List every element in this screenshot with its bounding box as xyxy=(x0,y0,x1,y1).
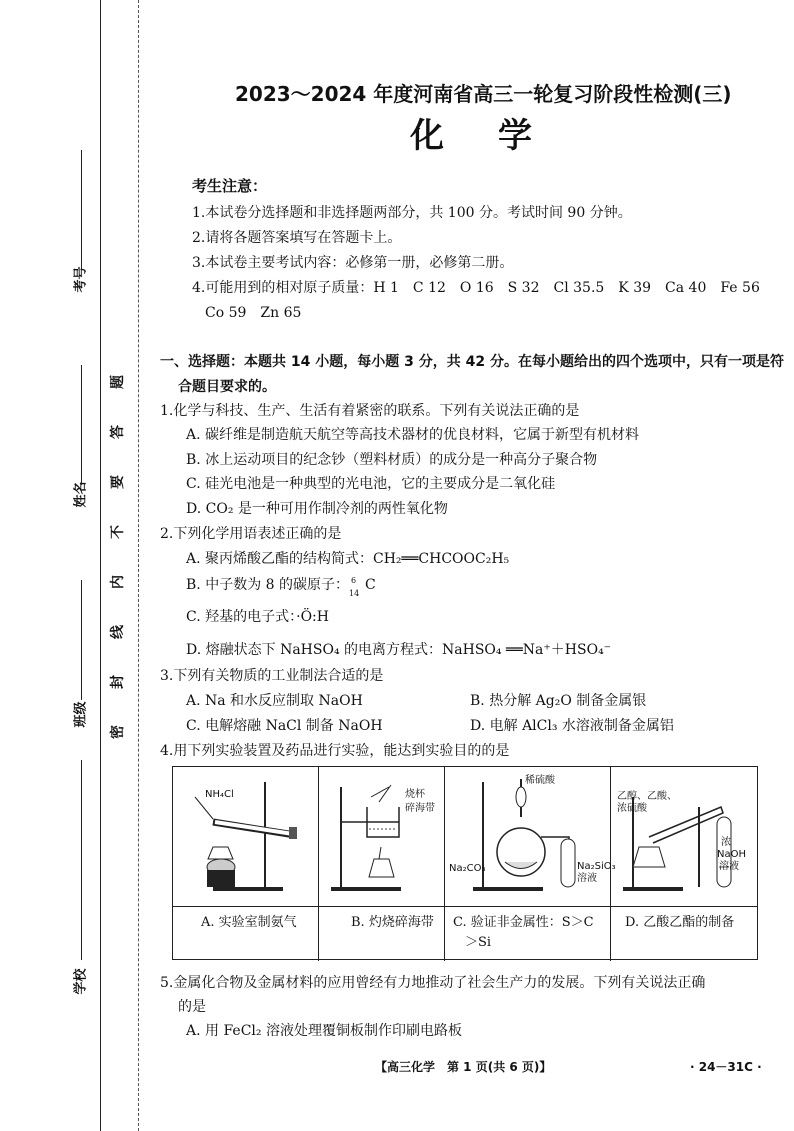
q2-option-c xyxy=(186,607,329,627)
label-na2co3: Na₂CO₃ xyxy=(449,863,486,874)
table-row-divider xyxy=(173,906,757,907)
paper-code: · 24－31C · xyxy=(690,1060,762,1074)
q2-option-d: D. 熔融状态下 NaHSO₄ 的电离方程式：NaHSO₄ ══Na⁺＋HSO₄⁻ xyxy=(186,642,612,658)
q2-option-b xyxy=(186,575,376,598)
caption-a: A. 实验室制氨气 xyxy=(201,915,297,930)
label-reagents: 乙醇、乙酸、 xyxy=(617,791,677,802)
q1-option-b: B. 冰上运动项目的纪念钞（塑料材质）的成分是一种高分子聚合物 xyxy=(186,452,598,468)
seal-char: 要 xyxy=(110,475,126,489)
seal-char: 题 xyxy=(110,375,126,389)
electron-formula: ·Ö:H xyxy=(296,609,329,625)
nonmetal-apparatus-diagram xyxy=(445,767,611,906)
notice-item: 2.请将各题答案填写在答题卡上。 xyxy=(192,230,402,246)
q5-option-a: A. 用 FeCl₂ 溶液处理覆铜板制作印刷电路板 xyxy=(186,1023,462,1039)
exam-title: 2023～2024 年度河南省高三一轮复习阶段性检测(三) xyxy=(235,82,732,106)
q4-stem: 4.用下列实验装置及药品进行实验，能达到实验目的的是 xyxy=(160,743,510,759)
field-class: 班级 xyxy=(73,701,89,728)
caption-c: C. 验证非金属性：S＞C xyxy=(453,915,594,930)
margin-line xyxy=(100,0,101,1131)
notice-item: 3.本试卷主要考试内容：必修第一册，必修第二册。 xyxy=(192,255,514,271)
label-h2so4: 稀硫酸 xyxy=(525,775,555,786)
mass-number: 6 xyxy=(351,576,357,585)
q3-option-a: A. Na 和水反应制取 NaOH xyxy=(186,693,363,709)
ammonia-apparatus-diagram xyxy=(173,767,319,906)
notice-item: 4.可能用到的相对原子质量：H 1 C 12 O 16 S 32 Cl 35.5 K 39 Ca 40 Fe 56 xyxy=(192,280,760,296)
experiment-cell-a xyxy=(173,767,319,961)
q1-option-d: D. CO₂ 是一种可用作制冷剂的两性氧化物 xyxy=(186,501,448,517)
school-underline xyxy=(81,760,82,960)
label-conc-h2so4: 浓硫酸 xyxy=(617,803,647,814)
q3-option-b: B. 热分解 Ag₂O 制备金属银 xyxy=(470,693,647,709)
notice-item: Co 59 Zn 65 xyxy=(205,305,302,321)
section-heading-cont: 合题目要求的。 xyxy=(178,379,276,395)
seal-char: 答 xyxy=(110,425,126,439)
q3-option-c: C. 电解熔融 NaCl 制备 NaOH xyxy=(186,718,383,734)
label-conc: 浓 xyxy=(721,837,731,848)
label-solution: 溶液 xyxy=(577,873,597,884)
margin-dashed-line xyxy=(138,0,139,1131)
exam-number-underline xyxy=(81,150,82,270)
seal-char: 密 xyxy=(110,725,126,739)
q3-stem: 3.下列有关物质的工业制法合适的是 xyxy=(160,668,384,684)
field-name: 姓名 xyxy=(73,481,89,508)
q1-option-c: C. 硅光电池是一种典型的光电池，它的主要成分是二氧化硅 xyxy=(186,476,556,492)
label-seaweed: 碎海带 xyxy=(405,803,435,814)
q2-option-b-text: B. 中子数为 8 的碳原子： xyxy=(186,577,349,593)
field-exam-number: 考号 xyxy=(73,266,89,293)
experiment-cell-c xyxy=(445,767,616,961)
class-underline xyxy=(81,580,82,700)
section-heading: 一、选择题：本题共 14 小题，每小题 3 分，共 42 分。在每小题给出的四个选项中，只有一项是符 xyxy=(160,354,784,370)
element-symbol: C xyxy=(365,577,376,593)
field-school: 学校 xyxy=(73,968,89,995)
q5-stem: 5.金属化合物及金属材料的应用曾经有力地推动了社会生产力的发展。下列有关说法正确 xyxy=(160,975,706,991)
page-footer: 【高三化学 第 1 页(共 6 页)】 xyxy=(375,1060,552,1074)
caption-d: D. 乙酸乙酯的制备 xyxy=(625,915,735,930)
notice-item: 1.本试卷分选择题和非选择题两部分，共 100 分。考试时间 90 分钟。 xyxy=(192,205,632,221)
ester-apparatus-diagram xyxy=(611,767,759,906)
q5-stem-cont: 的是 xyxy=(178,999,206,1015)
name-underline xyxy=(81,365,82,485)
seal-char: 内 xyxy=(110,575,126,589)
seal-char: 线 xyxy=(110,625,126,639)
notice-heading: 考生注意： xyxy=(192,177,268,195)
caption-b: B. 灼烧碎海带 xyxy=(351,915,434,930)
nuclide-notation xyxy=(349,575,365,598)
seal-char: 封 xyxy=(110,675,126,689)
q1-stem: 1.化学与科技、生产、生活有着紧密的联系。下列有关说法正确的是 xyxy=(160,403,580,419)
experiment-cell-d xyxy=(611,767,759,961)
label-nh4cl: NH₄Cl xyxy=(205,789,234,800)
q3-option-d: D. 电解 AlCl₃ 水溶液制备金属铝 xyxy=(470,718,674,734)
q2-stem: 2.下列化学用语表述正确的是 xyxy=(160,526,342,542)
subject-title: 化学 xyxy=(410,116,586,156)
experiment-table xyxy=(172,766,758,960)
burning-seaweed-diagram xyxy=(319,767,445,906)
q2-option-c-text: C. 羟基的电子式： xyxy=(186,609,297,625)
atomic-number: 14 xyxy=(349,589,360,598)
label-naoh: NaOH xyxy=(717,849,746,860)
label-solution-2: 溶液 xyxy=(719,861,739,872)
label-beaker: 烧杯 xyxy=(405,789,425,800)
caption-c-cont: ＞Si xyxy=(465,935,492,950)
q1-option-a: A. 碳纤维是制造航天航空等高技术器材的优良材料，它属于新型有机材料 xyxy=(186,427,640,443)
label-na2sio3: Na₂SiO₃ xyxy=(577,861,616,872)
q2-option-a: A. 聚丙烯酸乙酯的结构简式：CH₂══CHCOOC₂H₅ xyxy=(186,551,510,567)
experiment-cell-b xyxy=(319,767,445,961)
seal-char: 不 xyxy=(110,525,126,539)
